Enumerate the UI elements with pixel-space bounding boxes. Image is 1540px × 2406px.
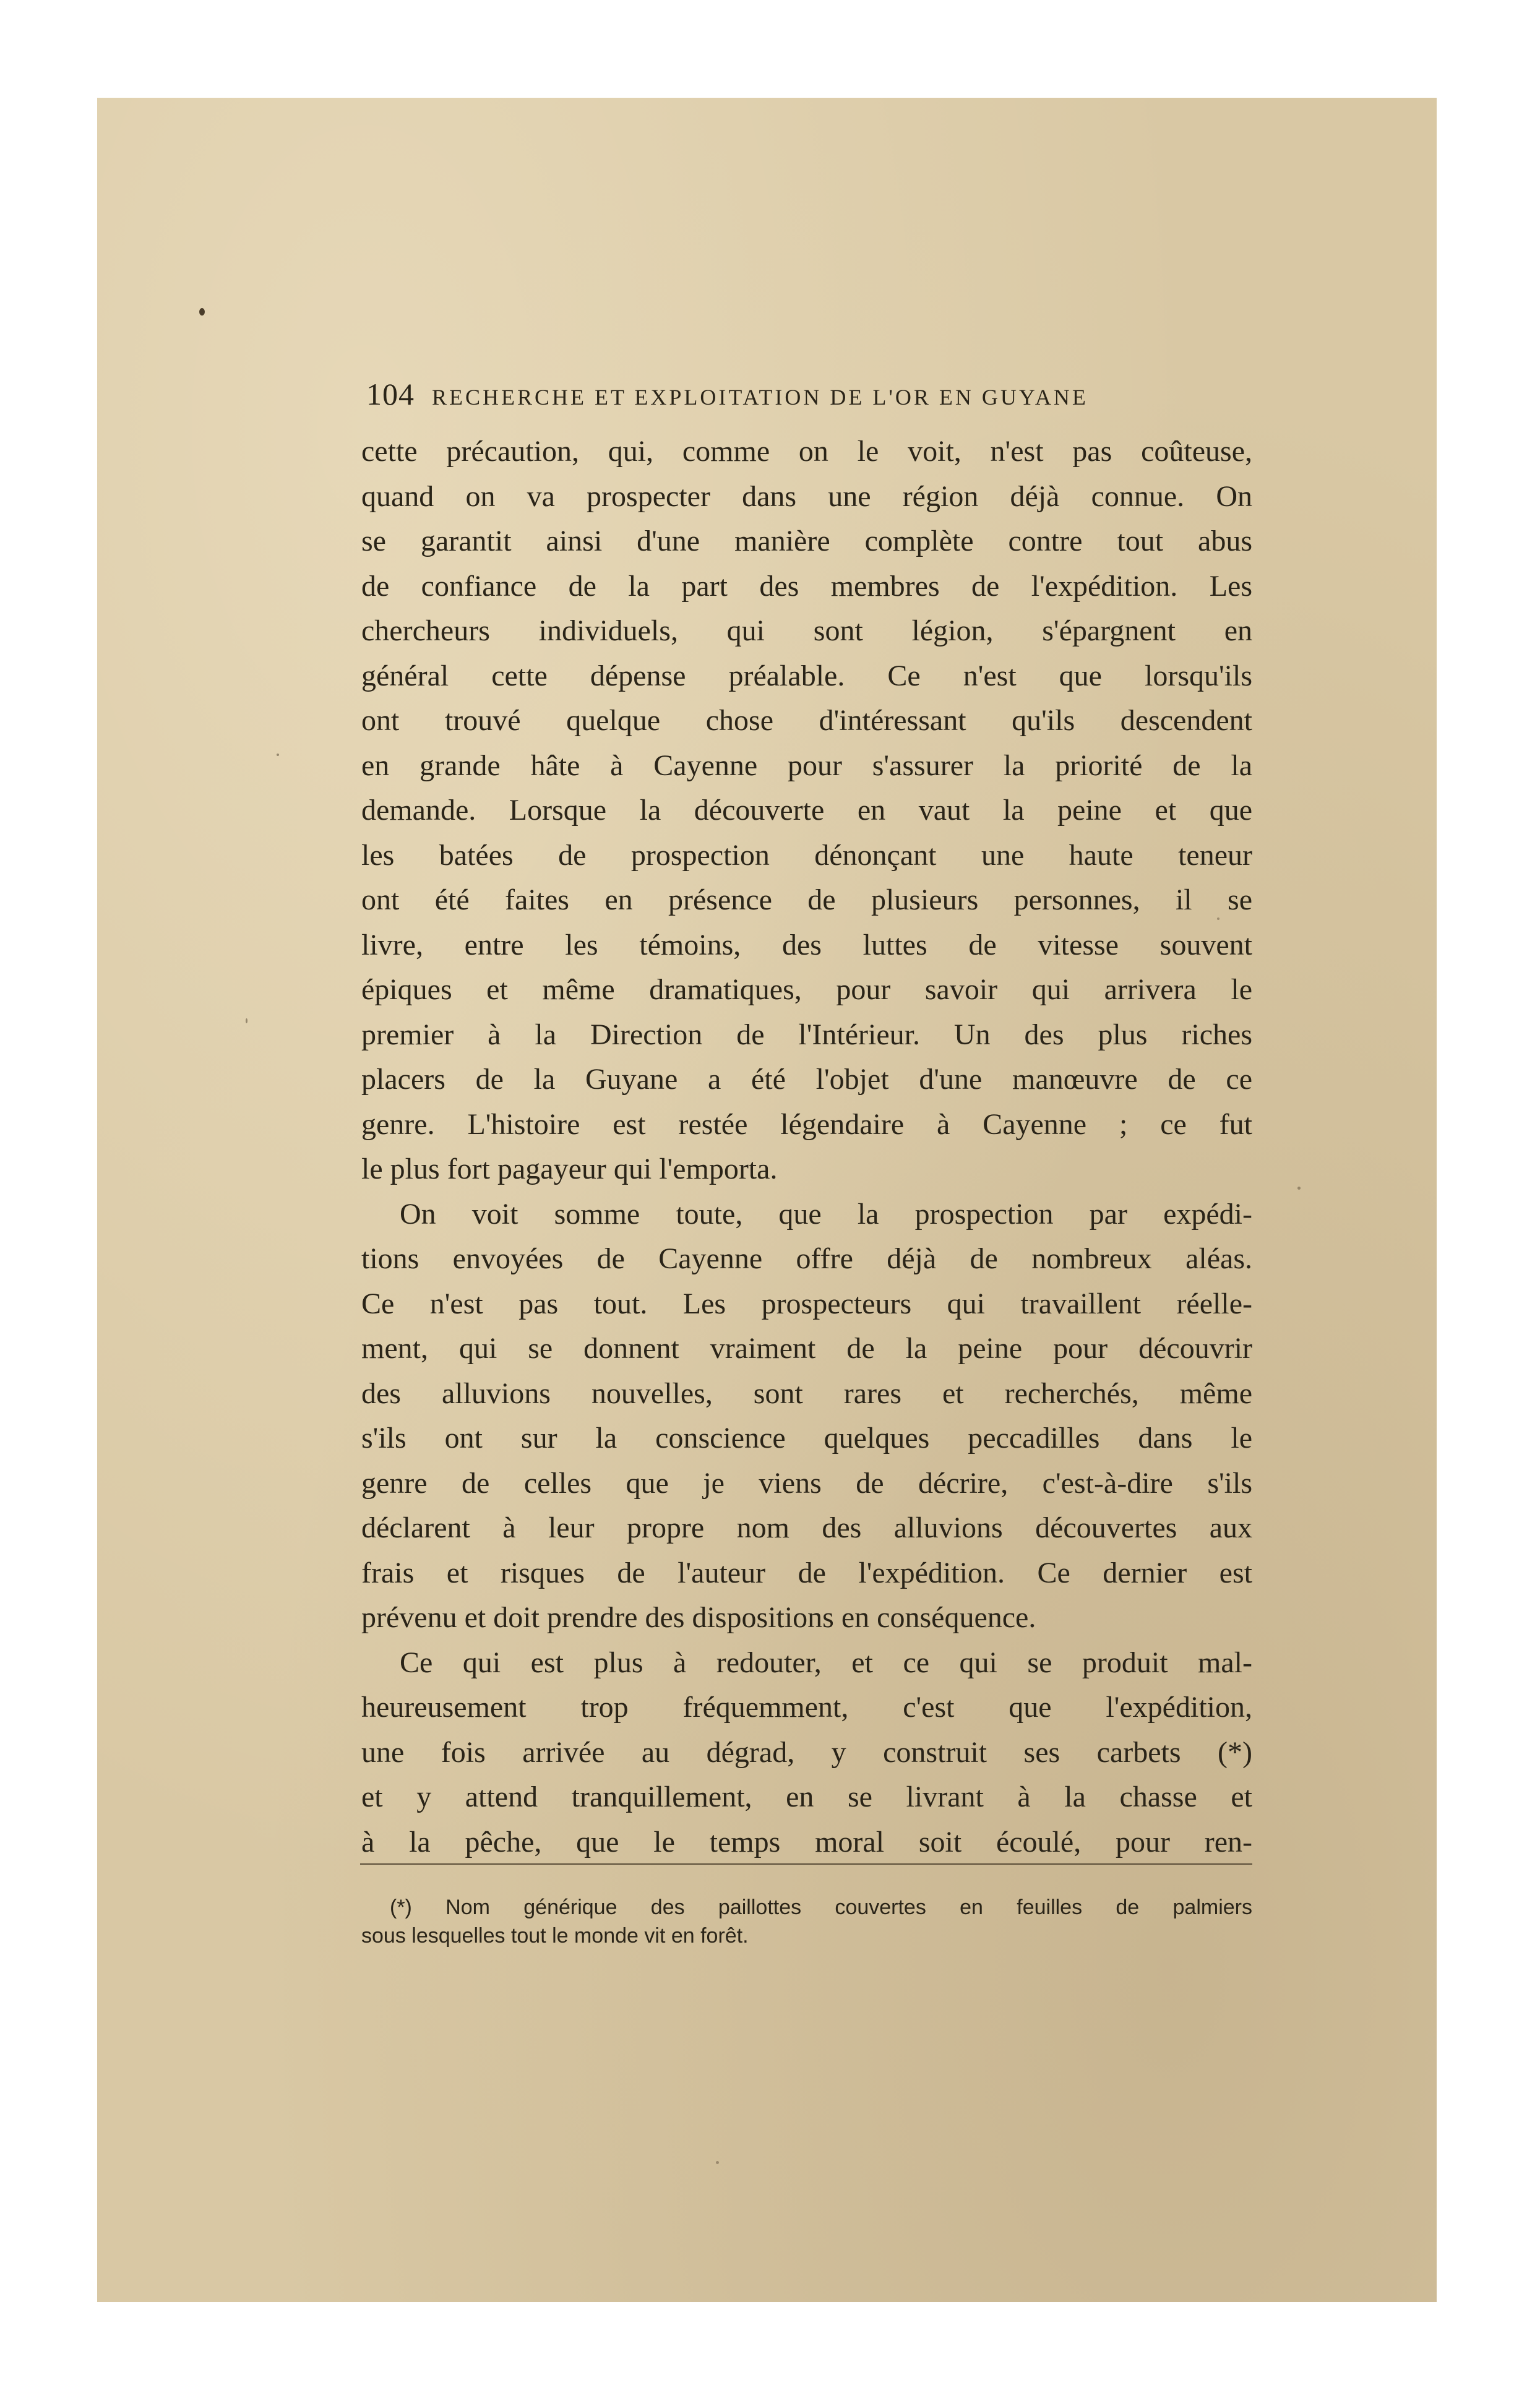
text-line: quand on va prospecter dans une région déjà connue. On [361, 479, 1252, 513]
text-line: prévenu et doit prendre des dispositions en conséquence. [361, 1601, 1036, 1634]
text-line: ont été faites en présence de plusieurs personnes, il se [361, 883, 1252, 916]
text-line: livre, entre les témoins, des luttes de vitesse souvent [361, 928, 1252, 961]
text-line: déclarent à leur propre nom des alluvions découvertes aux [361, 1511, 1252, 1544]
paper-speck [246, 1018, 247, 1023]
text-line: épiques et même dramatiques, pour savoir qui arrivera le [361, 973, 1252, 1006]
text-line: Ce qui est plus à redouter, et ce qui se produit mal- [400, 1646, 1252, 1679]
text-line: Ce n'est pas tout. Les prospecteurs qui travaillent réelle- [361, 1287, 1252, 1320]
text-line: et y attend tranquillement, en se livrant à la chasse et [361, 1781, 1252, 1813]
text-line: frais et risques de l'auteur de l'expédition. Ce dernier est [361, 1556, 1252, 1589]
text-line: une fois arrivée au dégrad, y construit ses carbets (*) [361, 1735, 1252, 1769]
text-line: tions envoyées de Cayenne offre déjà de nombreux aléas. [361, 1242, 1252, 1275]
text-line: s'ils ont sur la conscience quelques peccadilles dans le [361, 1422, 1252, 1454]
page-header [366, 376, 1251, 413]
text-line: heureusement trop fréquemment, c'est que l'expédition, [361, 1691, 1252, 1724]
text-line: ment, qui se donnent vraiment de la peine pour découvrir [361, 1332, 1252, 1365]
body-text [361, 429, 1252, 1865]
text-line: de confiance de la part des membres de l'expédition. Les [361, 569, 1252, 603]
footnote-line: sous lesquelles tout le monde vit en forêt. [361, 1924, 749, 1948]
text-line: des alluvions nouvelles, sont rares et recherchés, même [361, 1377, 1252, 1410]
text-line: placers de la Guyane a été l'objet d'une manœuvre de ce [361, 1063, 1252, 1096]
text-line: général cette dépense préalable. Ce n'est que lorsqu'ils [361, 659, 1252, 692]
text-line: les batées de prospection dénonçant une haute teneur [361, 838, 1252, 872]
paper-speck [277, 754, 279, 756]
paper-speck [199, 308, 205, 316]
text-line: se garantit ainsi d'une manière complète contre tout abus [361, 525, 1252, 557]
text-line: cette précaution, qui, comme on le voit, n'est pas coûteuse, [361, 435, 1252, 468]
footnote [361, 1893, 1252, 1950]
text-line: chercheurs individuels, qui sont légion, s'épargnent en [361, 614, 1252, 647]
text-line: genre de celles que je viens de décrire, c'est-à-dire s'ils [361, 1466, 1252, 1500]
text-line: demande. Lorsque la découverte en vaut la peine et que [361, 794, 1252, 827]
footnote-line: (*) Nom générique des paillottes couvertes en feuilles de palmiers [390, 1896, 1252, 1919]
paper-speck [716, 2161, 719, 2164]
page-number: 104 [366, 377, 415, 411]
text-line: en grande hâte à Cayenne pour s'assurer la priorité de la [361, 749, 1252, 782]
text-line: ont trouvé quelque chose d'intéressant qu'ils descendent [361, 704, 1252, 737]
text-line: On voit somme toute, que la prospection par expédi- [400, 1197, 1252, 1231]
paper-speck [1297, 1187, 1301, 1190]
running-head: RECHERCHE ET EXPLOITATION DE L'OR EN GUYANE [432, 385, 1088, 410]
text-line: premier à la Direction de l'Intérieur. Un des plus riches [361, 1018, 1252, 1051]
footnote-divider [360, 1863, 1252, 1865]
text-line: genre. L'histoire est restée légendaire à Cayenne ; ce fut [361, 1107, 1252, 1141]
text-line: à la pêche, que le temps moral soit écoulé, pour ren- [361, 1825, 1252, 1858]
text-line: le plus fort pagayeur qui l'emporta. [361, 1153, 778, 1185]
